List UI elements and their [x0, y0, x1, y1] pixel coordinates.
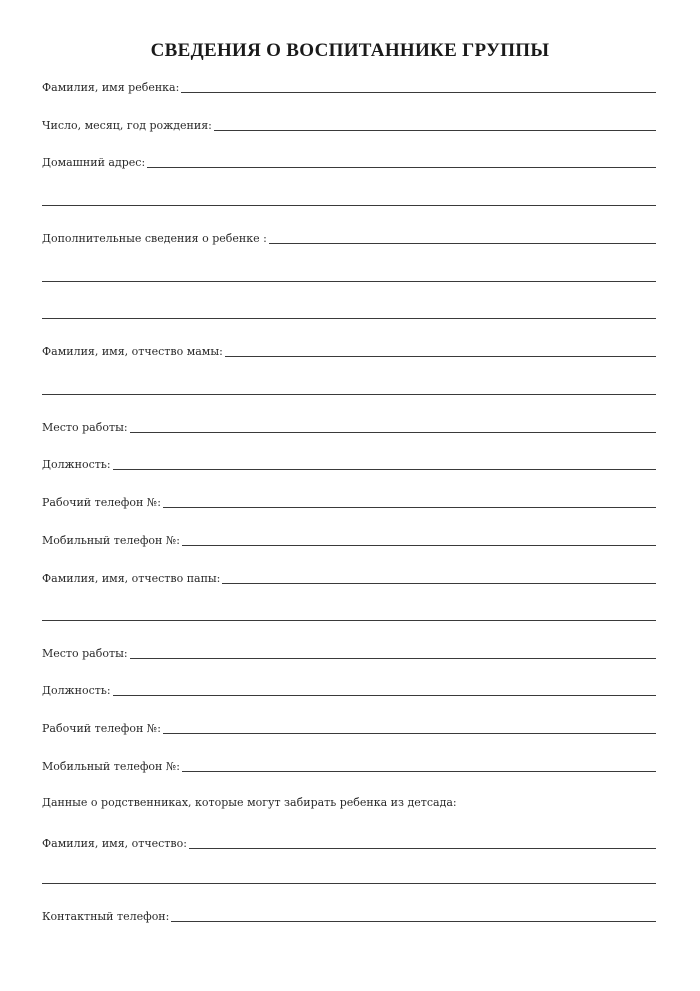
father-work-phone-label: Рабочий телефон №: [42, 722, 161, 735]
child-address-label: Домашний адрес: [42, 156, 146, 169]
child-address-field[interactable] [147, 167, 656, 168]
child-name-label: Фамилия, имя ребенка: [42, 81, 180, 94]
relative-phone-field[interactable] [171, 921, 656, 922]
father-name-label: Фамилия, имя, отчество папы: [42, 572, 221, 585]
mother-work-row [42, 416, 656, 434]
father-name-field[interactable] [222, 583, 656, 584]
relative-name-field[interactable] [189, 848, 656, 849]
form-title: СВЕДЕНИЯ О ВОСПИТАННИКЕ ГРУППЫ [150, 40, 550, 61]
relative-name-line-2[interactable] [42, 883, 656, 884]
mother-work-field[interactable] [130, 432, 656, 433]
mother-work-label: Место работы: [42, 421, 128, 434]
relative-phone-label: Контактный телефон: [42, 910, 170, 923]
child-extra-field[interactable] [269, 243, 656, 244]
father-name-row [42, 567, 656, 585]
mother-mobile-field[interactable] [182, 545, 656, 546]
relative-name-row [42, 832, 656, 850]
father-position-row [42, 679, 656, 697]
father-work-label: Место работы: [42, 647, 128, 660]
relatives-heading: Данные о родственниках, которые могут забирать ребенка из детсада: [42, 796, 457, 809]
father-work-row [42, 642, 656, 660]
father-mobile-field[interactable] [182, 771, 656, 772]
child-extra-line-2[interactable] [42, 281, 656, 282]
father-name-line-2[interactable] [42, 620, 656, 621]
father-work-phone-row [42, 717, 656, 735]
child-birthdate-row [42, 114, 656, 132]
father-position-field[interactable] [113, 695, 656, 696]
mother-name-line-2[interactable] [42, 394, 656, 395]
child-extra-label: Дополнительные сведения о ребенке : [42, 232, 267, 245]
father-mobile-row [42, 755, 656, 773]
mother-position-row [42, 453, 656, 471]
mother-position-label: Должность: [42, 458, 111, 471]
mother-name-field[interactable] [225, 356, 656, 357]
mother-work-phone-label: Рабочий телефон №: [42, 496, 161, 509]
child-extra-row [42, 227, 656, 245]
mother-mobile-label: Мобильный телефон №: [42, 534, 180, 547]
child-birthdate-field[interactable] [214, 130, 656, 131]
mother-work-phone-row [42, 491, 656, 509]
father-work-field[interactable] [130, 658, 656, 659]
mother-position-field[interactable] [113, 469, 656, 470]
father-position-label: Должность: [42, 684, 111, 697]
child-name-row [42, 76, 656, 94]
mother-name-row [42, 340, 656, 358]
child-birthdate-label: Число, месяц, год рождения: [42, 119, 212, 132]
child-address-line-2[interactable] [42, 205, 656, 206]
mother-name-label: Фамилия, имя, отчество мамы: [42, 345, 223, 358]
father-mobile-label: Мобильный телефон №: [42, 760, 180, 773]
child-address-row [42, 151, 656, 169]
father-work-phone-field[interactable] [163, 733, 656, 734]
mother-mobile-row [42, 529, 656, 547]
mother-work-phone-field[interactable] [163, 507, 656, 508]
child-extra-line-3[interactable] [42, 318, 656, 319]
child-name-field[interactable] [181, 92, 656, 93]
relative-name-label: Фамилия, имя, отчество: [42, 837, 187, 850]
relative-phone-row [42, 905, 656, 923]
